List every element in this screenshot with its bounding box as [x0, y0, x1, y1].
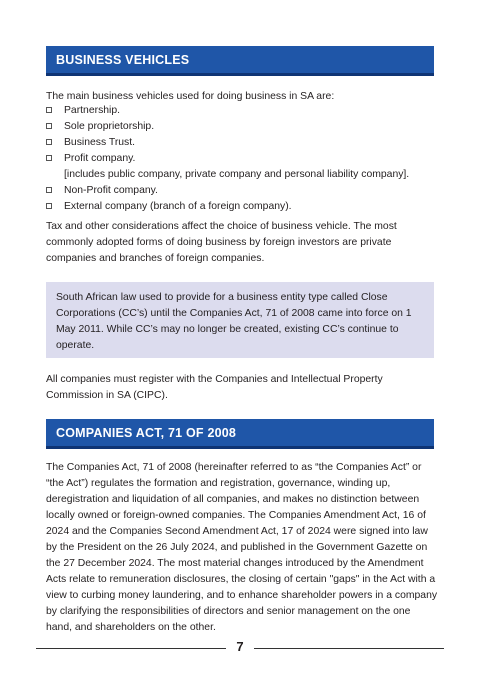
square-bullet-icon [46, 107, 52, 113]
list-item: Sole proprietorship. [46, 119, 438, 135]
business-vehicles-list [46, 103, 438, 215]
registration-paragraph: All companies must register with the Companies and Intellectual Property Commission in SA (CIPC). [46, 374, 383, 401]
profit-company-note: [includes public company, private company and personal liability company]. [64, 169, 410, 180]
section-heading-band [46, 419, 434, 449]
square-bullet-icon [46, 187, 52, 193]
considerations-paragraph: Tax and other considerations affect the choice of business vehicle. The most commonly adopted forms of doing business by foreign investors are private companies and branches of foreign companies. [46, 221, 397, 264]
list-item: External company (branch of a foreign company). [46, 199, 438, 215]
companies-act-body: The Companies Act, 71 of 2008 (hereinafter referred to as “the Companies Act” or “the Act”) regulates the formation and registration, governance, winding up, deregistration and liquidation of all companies, and makes no distinction between locally owned or foreign-owned companies. The Companies Amendment Act, 16 of 2024 and the Companies Second Amendment Act, 17 of 2024 were signed into law by the President on the 26 July 2024, and published in the Government Gazette on the 27 December 2024. The most material changes introduced by the Amendment Acts relate to remuneration disclosures, the closing of certain "gaps" in the Act with a view to curbing money laundering, and to enhance shareholder powers in a company by clarifying the responsibilities of directors and senior management on the one hand, and shareholders on the other. [46, 462, 438, 633]
intro-text: The main business vehicles used for doing business in SA are: [46, 91, 335, 102]
section-heading-companies-act: COMPANIES ACT, 71 OF 2008 [56, 426, 237, 440]
footer-rule-right [254, 648, 444, 649]
section-heading-business-vehicles: BUSINESS VEHICLES [56, 53, 190, 67]
square-bullet-icon [46, 203, 52, 209]
section-heading-band [46, 46, 434, 76]
list-item: Partnership. [46, 103, 438, 119]
list-item: Profit company. [46, 151, 438, 167]
callout-text: South African law used to provide for a business entity type called Close Corporations (CC’s) until the Companies Act, 71 of 2008 came into force on 1 May 2011. While CC’s may no longer be created, existing CC’s continue to operate. [56, 292, 412, 351]
page-number: 7 [236, 639, 244, 654]
list-item: Non-Profit company. [46, 183, 438, 199]
square-bullet-icon [46, 155, 52, 161]
square-bullet-icon [46, 139, 52, 145]
close-corporations-callout [46, 282, 434, 358]
footer-rule-left [36, 648, 226, 649]
square-bullet-icon [46, 123, 52, 129]
list-item: Business Trust. [46, 135, 438, 151]
